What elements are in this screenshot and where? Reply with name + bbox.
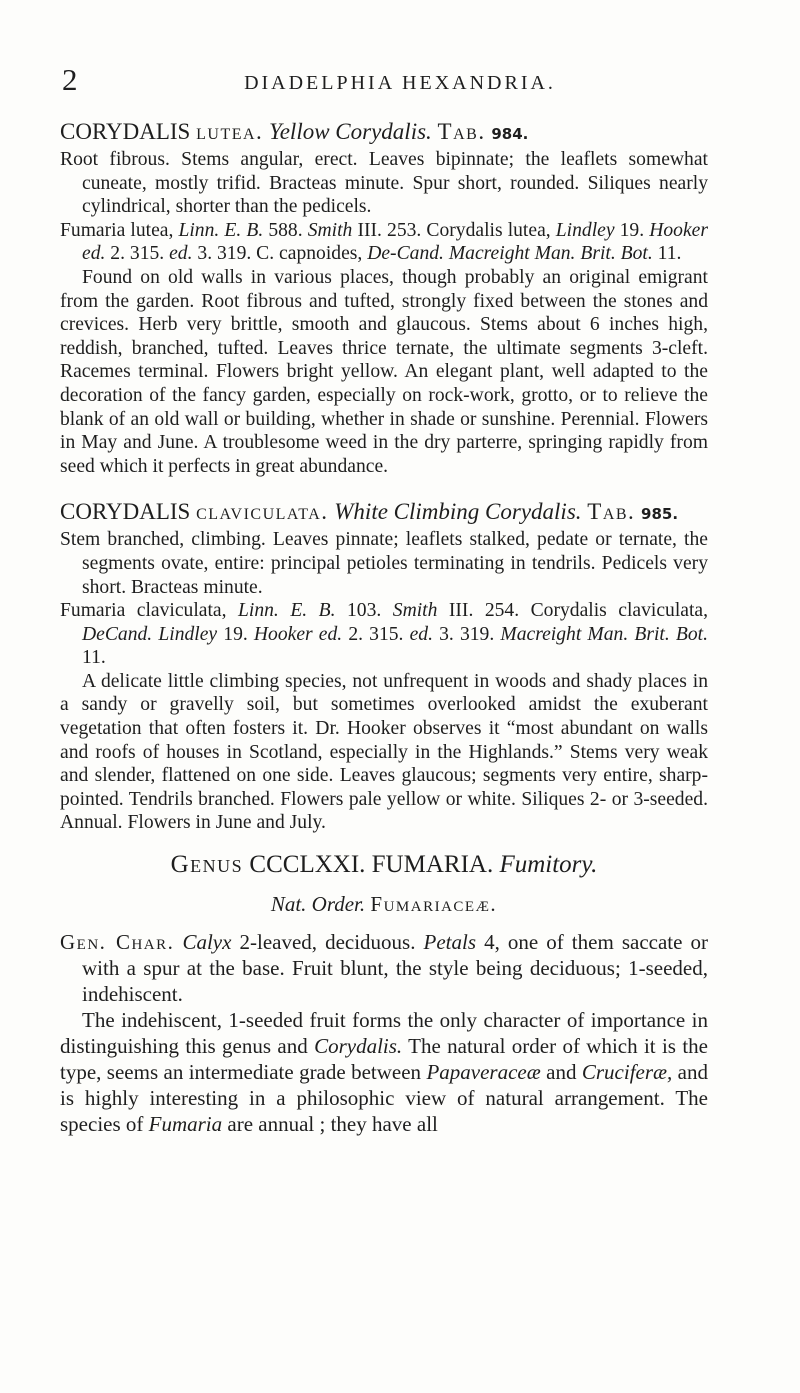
genus-label: Genus bbox=[170, 851, 244, 879]
genus-name: CORYDALIS bbox=[60, 119, 191, 144]
syn-ref: Macreight Man. Brit. Bot. bbox=[448, 243, 653, 265]
plate-number: 984. bbox=[491, 125, 529, 143]
species-name: lutea. bbox=[196, 119, 264, 144]
species-notes: A delicate little climbing species, not unfrequent in woods and shady places in a sandy or gravelly soil, but sometimes overlooked amidst the exuberant vegetation that often fosters it. Dr. Hooker observes it “most abundant on walls and roofs of houses in Scotland, especially in the Highlands.” Stems very weak and slender, flattened on one side. Leaves glaucous; segments very entire, sharp-pointed. Tendrils branched. Flowers pale yellow or white. Siliques 2- or 3-seeded. Annual. Flowers in June and July. bbox=[60, 670, 708, 834]
syn-ref: Linn. bbox=[178, 219, 220, 241]
syn-ref: Lindley bbox=[555, 219, 615, 241]
syn-ref: Smith bbox=[392, 600, 438, 622]
syn-ref: ed. bbox=[409, 623, 433, 645]
plate-number: 985. bbox=[641, 505, 679, 524]
species-notes: Found on old walls in various places, though probably an original emigrant from the garden. Root fibrous and tufted, strongly fixed between the stones and crevices. Herb very brittle, smooth and glaucous. Stems about 6 inches high, reddish, branched, tufted. Leaves thrice ternate, the ultimate segments 3-cleft. Racemes terminal. Flowers bright yellow. An elegant plant, well adapted to the decoration of the fancy garden, especially on rock-work, grotto, or to relieve the blank of an old wall or building, whether in shade or sunshine. Perennial. Flowers in May and June. A troublesome weed in the dry parterre, springing rapidly from seed which it perfects in great abundance. bbox=[60, 266, 708, 477]
syn-ref: Linn. bbox=[238, 600, 279, 622]
natural-order bbox=[60, 889, 708, 919]
syn-ref: Lindley bbox=[158, 623, 218, 645]
generic-character bbox=[60, 929, 708, 1007]
closing-text: The indehiscent, 1-seeded fruit forms the only character of importance in distinguishing this genus and bbox=[60, 1008, 708, 1059]
common-name: Yellow Corydalis. bbox=[269, 119, 432, 144]
calyx-text: 2-leaved, deciduous. bbox=[231, 930, 424, 955]
running-head: DIADELPHIA HEXANDRIA. bbox=[244, 72, 556, 94]
page-header bbox=[62, 62, 738, 102]
genus-number: CCCLXXI. bbox=[249, 851, 366, 879]
syn-text: 103. bbox=[335, 600, 393, 622]
genus-heading bbox=[60, 849, 708, 881]
tab-label: Tab. bbox=[587, 499, 636, 525]
closing-italic: Fumaria bbox=[148, 1112, 223, 1137]
syn-text: 2. 315. bbox=[105, 243, 170, 265]
syn-text: III. 254. Corydalis claviculata, bbox=[437, 600, 708, 622]
syn-text: 19. bbox=[614, 219, 650, 241]
syn-text: 2. 315. bbox=[342, 623, 410, 645]
species-name: claviculata. bbox=[196, 499, 329, 525]
syn-text: 3. 319. C. capnoides, bbox=[192, 243, 368, 265]
closing-text: The natural order of which it is the type, seems an intermediate grade between bbox=[60, 1034, 708, 1085]
page-number: 2 bbox=[62, 62, 78, 97]
closing-text: and is highly interesting in a philosophic view of natural arrangement. The species of bbox=[60, 1060, 708, 1137]
syn-text: Fumaria lutea, bbox=[60, 219, 179, 241]
species-heading-claviculata bbox=[60, 498, 708, 528]
closing-paragraph bbox=[60, 1007, 708, 1137]
species-heading-lutea bbox=[60, 118, 708, 148]
petals-label: Petals bbox=[423, 930, 477, 955]
syn-ref: ed. bbox=[169, 243, 193, 265]
syn-ref: E. B. bbox=[278, 600, 336, 622]
syn-text: 11. bbox=[82, 647, 106, 669]
gen-char-label: Gen. Char. bbox=[60, 930, 175, 955]
calyx-label: Calyx bbox=[182, 930, 232, 955]
species-synonyms bbox=[60, 219, 708, 266]
species-description: Root fibrous. Stems angular, erect. Leaves bipinnate; the leaflets somewhat cuneate, mostly trifid. Bracteas minute. Spur short, rounded. Siliques nearly cylindrical, shorter than the pedicels. bbox=[60, 149, 708, 218]
genus-title: FUMARIA. bbox=[371, 851, 494, 879]
genus-common-name: Fumitory. bbox=[499, 851, 598, 879]
syn-ref: E. B. bbox=[219, 219, 264, 241]
tab-label: Tab. bbox=[437, 119, 486, 144]
common-name: White Climbing Corydalis. bbox=[334, 499, 582, 525]
syn-ref: De-Cand. bbox=[367, 243, 444, 265]
closing-italic: Cruciferæ, bbox=[581, 1060, 673, 1085]
syn-ref: Macreight Man. Brit. Bot. bbox=[500, 623, 708, 645]
order-label: Nat. Order. bbox=[270, 892, 366, 917]
syn-text: 3. 319. bbox=[433, 623, 501, 645]
closing-italic: Corydalis. bbox=[314, 1034, 403, 1059]
closing-text: are annual ; they have all bbox=[222, 1112, 438, 1137]
syn-text: Fumaria claviculata, bbox=[60, 600, 238, 622]
order-name: Fumariaceæ. bbox=[370, 892, 498, 917]
syn-text: III. 253. Corydalis lutea, bbox=[352, 219, 556, 241]
syn-text: 588. bbox=[263, 219, 308, 241]
genus-name: CORYDALIS bbox=[60, 499, 191, 525]
syn-ref: Hooker ed. bbox=[253, 623, 343, 645]
syn-ref: Smith bbox=[307, 219, 353, 241]
syn-text: 19. bbox=[217, 623, 254, 645]
page-body bbox=[60, 118, 708, 1137]
syn-ref: DeCand. bbox=[82, 623, 153, 645]
closing-italic: Papaveraceæ bbox=[426, 1060, 541, 1085]
syn-ref: Hooker ed. bbox=[82, 219, 708, 265]
species-synonyms bbox=[60, 599, 708, 670]
syn-text: 11. bbox=[652, 243, 682, 265]
species-description: Stem branched, climbing. Leaves pinnate; leaflets stalked, pedate or ternate, the segments ovate, entire: principal petioles terminating in tendrils. Pedicels very short. Bracteas minute. bbox=[60, 529, 708, 598]
closing-text: and bbox=[540, 1060, 582, 1085]
petals-text: 4, one of them saccate or with a spur at the base. Fruit blunt, the style being deciduous; 1-seeded, indehiscent. bbox=[82, 930, 708, 1007]
